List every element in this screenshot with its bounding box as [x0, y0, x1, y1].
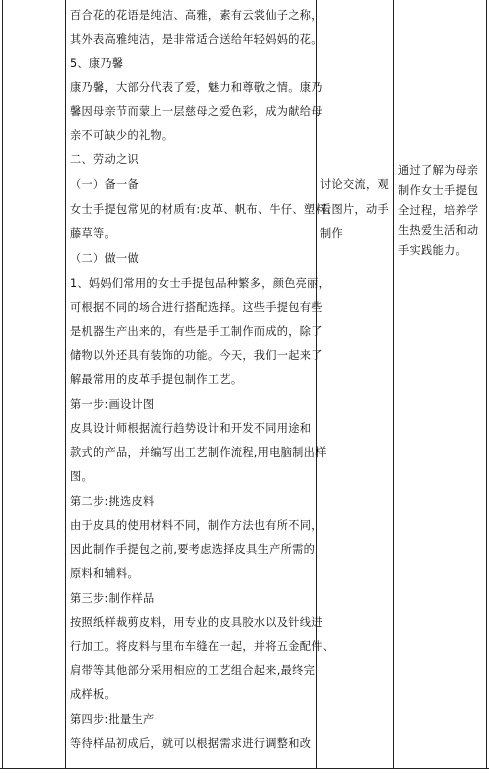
goal-line: 生热爱生活和动: [398, 224, 479, 237]
content-line: 储物以外还具有装饰的功能。今天，我们一起来了: [70, 349, 323, 362]
step-heading: 第二步:挑选皮料: [70, 495, 155, 508]
content-line: 由于皮具的使用材料不同，制作方法也有所不同，: [70, 519, 323, 532]
content-line: 解最常用的皮革手提包制作工艺。: [70, 373, 243, 386]
content-line: 肩带等其他部分采用相应的工艺组合起来,最终完: [70, 664, 316, 677]
table-border-left: [2, 0, 3, 768]
step-heading: 第三步:制作样品: [70, 592, 155, 605]
content-line: 女士手提包常见的材质有:皮革、帆布、牛仔、塑料、: [70, 203, 339, 216]
content-line: 亲不可缺少的礼物。: [70, 129, 174, 142]
content-line: 款式的产品，并编写出工艺制作流程,用电脑制出样: [70, 446, 327, 459]
goal-line: 通过了解为母亲: [398, 164, 479, 177]
content-line: 等待样品初成后，就可以根据需求进行调整和改: [70, 737, 312, 750]
content-line: 康乃馨，大部分代表了爱，魅力和尊敬之情。康乃: [70, 81, 323, 94]
content-line: 可根据不同的场合进行搭配选择。这些手提包有些: [70, 301, 323, 314]
table-border-bottom: [0, 768, 489, 769]
content-line: 皮具设计师根据流行趋势设计和开发不同用途和: [70, 422, 312, 435]
section-heading: （二）做一做: [70, 252, 139, 265]
content-line: 馨因母亲节而蒙上一层慈母之爱色彩，成为献给母: [70, 105, 323, 118]
content-line: 藤草等。: [70, 227, 116, 240]
content-line: 百合花的花语是纯洁、高雅，素有云裳仙子之称，: [70, 9, 323, 22]
content-line: 其外表高雅纯洁，是非常适合送给年轻妈妈的花。: [70, 33, 323, 46]
content-line: 原料和辅料。: [70, 567, 139, 580]
content-line: 是机器生产出来的，有些是手工制作而成的，除了: [70, 325, 323, 338]
content-line: 图。: [70, 470, 93, 483]
activity-line: 讨论交流，观: [320, 178, 389, 191]
section-heading: （一）备一备: [70, 178, 139, 191]
step-heading: 第四步:批量生产: [70, 713, 155, 726]
goal-line: 全过程，培养学: [398, 204, 479, 217]
section-heading: 5、康乃馨: [70, 57, 124, 70]
content-line: 1、妈妈们常用的女士手提包品种繁多，颜色亮丽，: [70, 277, 331, 290]
content-line: 成样板。: [70, 688, 116, 701]
step-heading: 第一步:画设计图: [70, 398, 155, 411]
activity-line: 看图片，动手: [320, 203, 389, 216]
goal-line: 手实践能力。: [398, 244, 467, 257]
activity-line: 制作: [320, 227, 343, 240]
content-line: 因此制作手提包之前,要考虑选择皮具生产所需的: [70, 543, 316, 556]
table-divider-3: [393, 0, 394, 768]
content-line: 按照纸样裁剪皮料，用专业的皮具胶水以及针线进: [70, 616, 323, 629]
goal-line: 制作女士手提包: [398, 184, 479, 197]
section-heading: 二、劳动之识: [70, 153, 139, 166]
content-line: 行加工。将皮料与里布车缝在一起，并将五金配件、: [70, 640, 335, 653]
table-divider-1: [65, 0, 66, 768]
table-border-right: [486, 0, 487, 768]
